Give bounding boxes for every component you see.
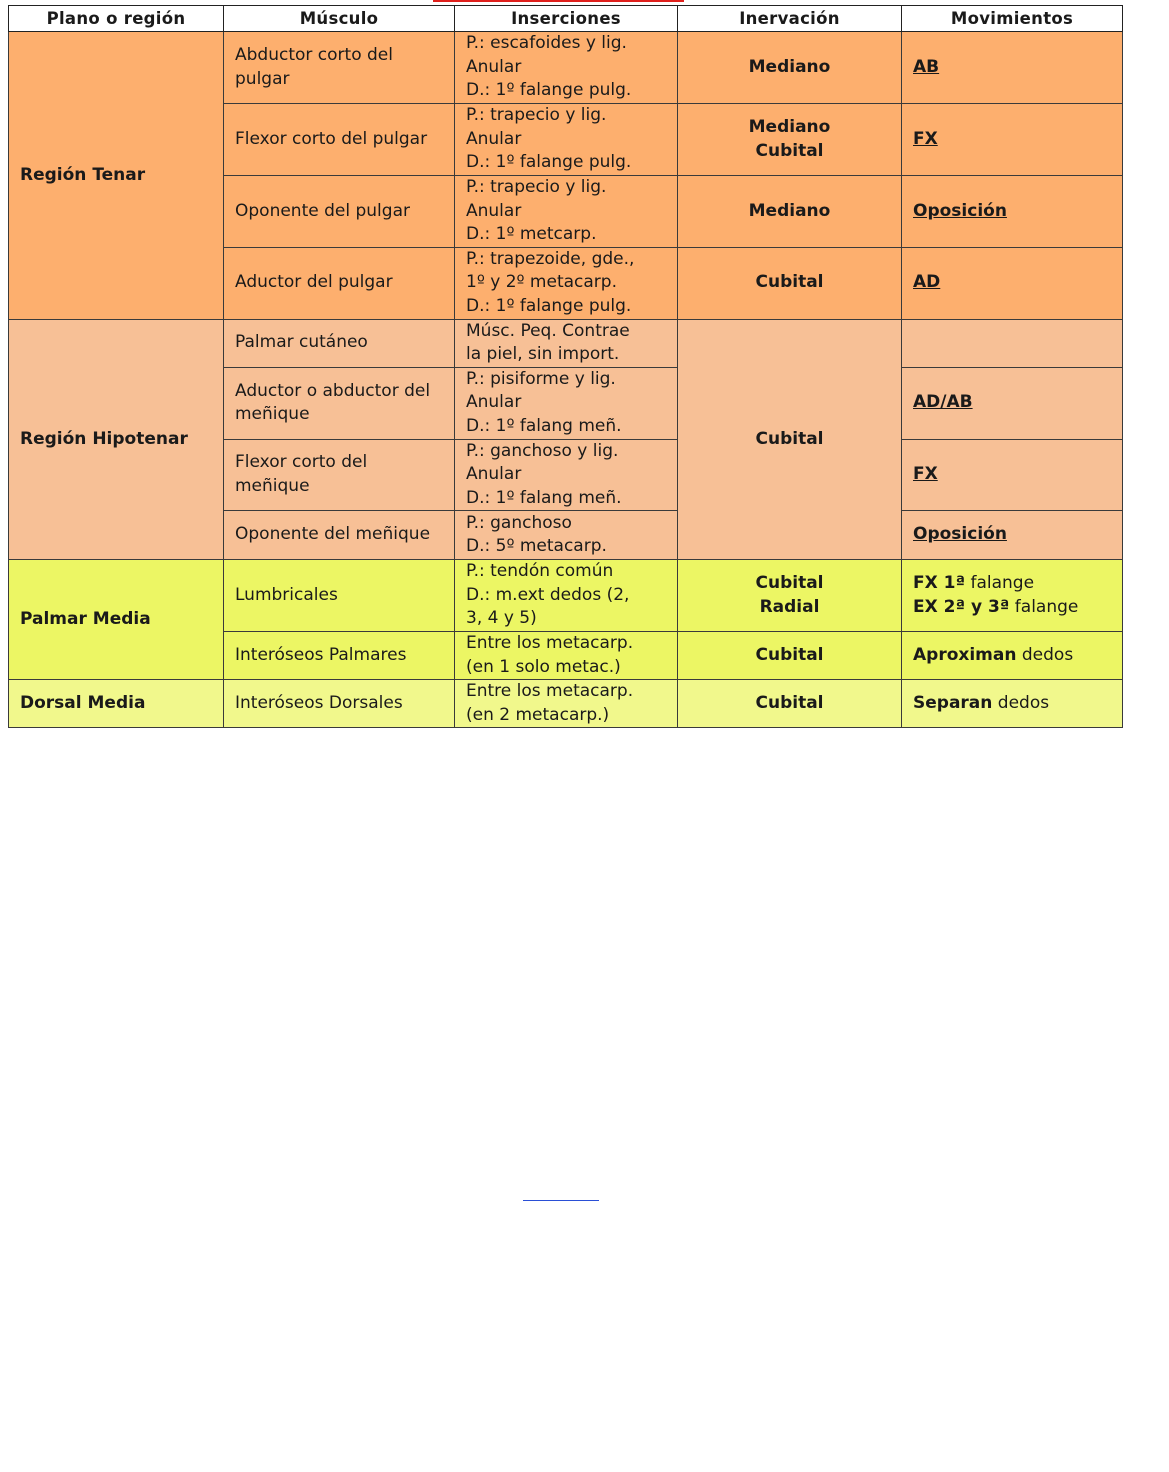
insertion-line: Músc. Peq. Contrae [466,320,630,341]
movement-label: FX [913,128,938,149]
insertion-line: P.: ganchoso [466,512,572,533]
innervation-cell: Cubital [678,680,902,728]
insertion-cell [455,560,678,632]
movement-bold: Separan [913,692,993,713]
movement-cell [902,632,1123,680]
header-innervation: Inervación [678,6,902,32]
innervation-cell [678,104,902,176]
insertion-line: D.: 1º falang meñ. [466,415,622,436]
movement-cell [902,367,1123,439]
movement-cell [902,560,1123,632]
movement-label: AD [913,272,941,293]
muscle-cell: Abductor corto del pulgar [224,32,455,104]
insertion-line: P.: trapezoide, gde., [466,248,635,269]
insertion-line: P.: tendón común [466,561,614,582]
blue-underline-link[interactable] [523,1200,599,1201]
muscle-cell: Interóseos Dorsales [224,680,455,728]
movement-cell [902,319,1123,367]
region-cell: Dorsal Media [9,680,224,728]
insertion-line: la piel, sin import. [466,344,620,364]
movement-cell [902,176,1123,248]
movement-cell [902,104,1123,176]
movement-line [913,692,1111,716]
insertion-line: (en 2 metacarp.) [466,704,610,725]
insertion-line: (en 1 solo metac.) [466,656,621,677]
movement-line [913,596,1111,620]
insertion-line: Anular [466,464,522,484]
movement-text: dedos [1016,644,1074,665]
table-row [9,680,1123,728]
insertion-cell [455,511,678,560]
insertion-line: D.: 1º falang meñ. [466,487,622,508]
movement-bold: FX 1ª [913,573,966,593]
muscle-cell: Lumbricales [224,560,455,632]
region-cell: Región Hipotenar [9,319,224,560]
table-row [9,319,1123,367]
insertion-line: P.: escafoides y lig. [466,33,627,54]
insertion-cell [455,680,678,728]
insertion-line: Anular [466,392,522,413]
movement-label: Oposición [913,524,1007,545]
movement-cell [902,680,1123,728]
movement-text: falange [1009,596,1079,617]
insertion-line: D.: 1º falange pulg. [466,295,632,316]
region-cell: Palmar Media [9,560,224,680]
insertion-line: D.: 1º metcarp. [466,224,597,244]
innervation-line: Mediano [748,117,831,137]
insertion-cell [455,632,678,680]
insertion-line: P.: ganchoso y lig. [466,440,619,461]
innervation-cell: Cubital [678,632,902,680]
insertion-cell [455,176,678,248]
movement-label: Oposición [913,200,1007,221]
innervation-cell: Cubital [678,319,902,560]
insertion-line: Entre los metacarp. [466,633,634,653]
insertion-line: D.: 1º falange pulg. [466,80,632,101]
muscle-table [8,5,1123,728]
insertion-line: 3, 4 y 5) [466,608,537,629]
innervation-cell: Cubital [678,247,902,319]
insertion-cell [455,32,678,104]
muscle-cell: Palmar cutáneo [224,319,455,367]
innervation-line: Radial [759,596,820,617]
movement-label: AD/AB [913,392,973,413]
top-red-underline [433,0,684,2]
insertion-line: P.: pisiforme y lig. [466,368,616,389]
insertion-line: 1º y 2º metacarp. [466,272,617,293]
insertion-cell [455,104,678,176]
header-insertions: Inserciones [455,6,678,32]
header-muscle: Músculo [224,6,455,32]
insertion-line: D.: m.ext dedos (2, [466,584,630,605]
movement-bold: EX 2ª y 3ª [913,596,1010,617]
insertion-cell [455,247,678,319]
movement-cell [902,32,1123,104]
region-cell: Región Tenar [9,32,224,320]
insertion-line: D.: 5º metacarp. [466,536,607,556]
movement-text: dedos [992,692,1050,713]
muscle-cell: Aductor del pulgar [224,247,455,319]
movement-cell [902,247,1123,319]
table-row [9,32,1123,104]
muscle-cell: Oponente del meñique [224,511,455,560]
innervation-cell [678,560,902,632]
insertion-line: D.: 1º falange pulg. [466,152,632,173]
movement-label: FX [913,464,938,484]
insertion-line: Entre los metacarp. [466,681,634,701]
insertion-line: Anular [466,128,522,149]
table-row [9,560,1123,632]
insertion-cell [455,367,678,439]
muscle-cell: Oponente del pulgar [224,176,455,248]
insertion-line: P.: trapecio y lig. [466,177,607,197]
insertion-cell [455,439,678,511]
muscle-cell: Aductor o abductor del meñique [224,367,455,439]
innervation-cell: Mediano [678,32,902,104]
header-row [9,6,1123,32]
insertion-line: P.: trapecio y lig. [466,105,607,126]
header-movements: Movimientos [902,6,1123,32]
movement-cell [902,511,1123,560]
movement-label: AB [913,56,940,77]
movement-line [913,644,1111,668]
innervation-cell: Mediano [678,176,902,248]
muscle-cell: Flexor corto del pulgar [224,104,455,176]
innervation-line: Cubital [755,573,824,593]
muscle-cell: Interóseos Palmares [224,632,455,680]
insertion-line: Anular [466,200,522,221]
movement-text: falange [965,573,1035,593]
muscle-cell: Flexor corto del meñique [224,439,455,511]
innervation-line: Cubital [755,140,824,161]
movement-bold: Aproximan [913,644,1017,665]
movement-cell [902,439,1123,511]
movement-line [913,572,1111,596]
header-region: Plano o región [9,6,224,32]
insertion-line: Anular [466,56,522,77]
insertion-cell [455,319,678,367]
